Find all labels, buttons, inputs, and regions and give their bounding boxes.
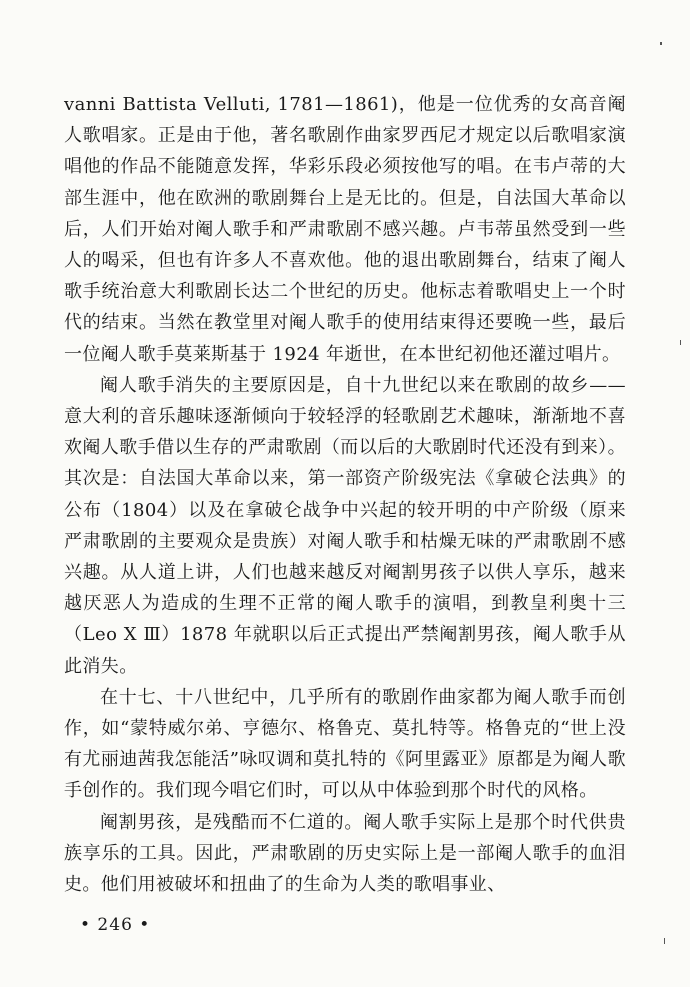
scan-speck — [664, 938, 665, 944]
paragraph-cruelty: 阉割男孩，是残酷而不仁道的。阉人歌手实际上是那个时代供贵族享乐的工具。因此，严肃歌剧的历史实际上是一部阉人歌手的血泪史。他们用被破坏和扭曲了的生命为人类的歌唱事业、 — [64, 811, 626, 896]
paragraph-continuation: vanni Battista Velluti, 1781—1861)，他是一位优秀的女高音阉人歌唱家。正是由于他，著名歌剧作曲家罗西尼才规定以后歌唱家演唱他的作品不能随意发挥，华彩乐段必须按他写的唱。在韦卢蒂的大部生涯中，他在欧洲的歌剧舞台上是无比的。但是，自法国大革命以后，人们开始对阉人歌手和严肃歌剧不感兴趣。卢韦蒂虽然受到一些人的喝采，但也有许多人不喜欢他。他的退出歌剧舞台，结束了阉人歌手统治意大利歌剧长达二个世纪的历史。他标志着歌唱史上一个时代的结束。当然在教堂里对阉人歌手的使用结束得还要晚一些，最后一位阉人歌手莫莱斯基于 1924 年逝世，在本世纪初他还灌过唱片。 — [64, 94, 626, 365]
paragraph-reasons: 阉人歌手消失的主要原因是，自十九世纪以来在歌剧的故乡——意大利的音乐趣味逐渐倾向于较轻浮的轻歌剧艺术趣味，渐渐地不喜欢阉人歌手借以生存的严肃歌剧（而以后的大歌剧时代还没有到来）。其次是：自法国大革命以来，第一部资产阶级宪法《拿破仑法典》的公布（1804）以及在拿破仑战争中兴起的较开明的中产阶级（原来严肃歌剧的主要观众是贵族）对阉人歌手和枯燥无味的严肃歌剧不感兴趣。从人道上讲，人们也越来越反对阉割男孩子以供人享乐，越来越厌恶人为造成的生理不正常的阉人歌手的演唱，到教皇利奥十三（Leo X Ⅲ）1878 年就职以后正式提出严禁阉割男孩，阉人歌手从此消失。 — [64, 374, 626, 677]
page-text — [64, 89, 626, 900]
scan-speck — [660, 42, 662, 45]
page-number: • 246 • — [80, 915, 151, 935]
paragraph-composers: 在十七、十八世纪中，几乎所有的歌剧作曲家都为阉人歌手而创作，如“蒙特威尔弟、亨德尔、格鲁克、莫扎特等。格鲁克的“世上没有尤丽迪茜我怎能活”咏叹调和莫扎特的《阿里露亚》原都是为阉人歌手创作的。我们现今唱它们时，可以从中体验到那个时代的风格。 — [64, 686, 626, 802]
scan-speck — [680, 340, 681, 345]
